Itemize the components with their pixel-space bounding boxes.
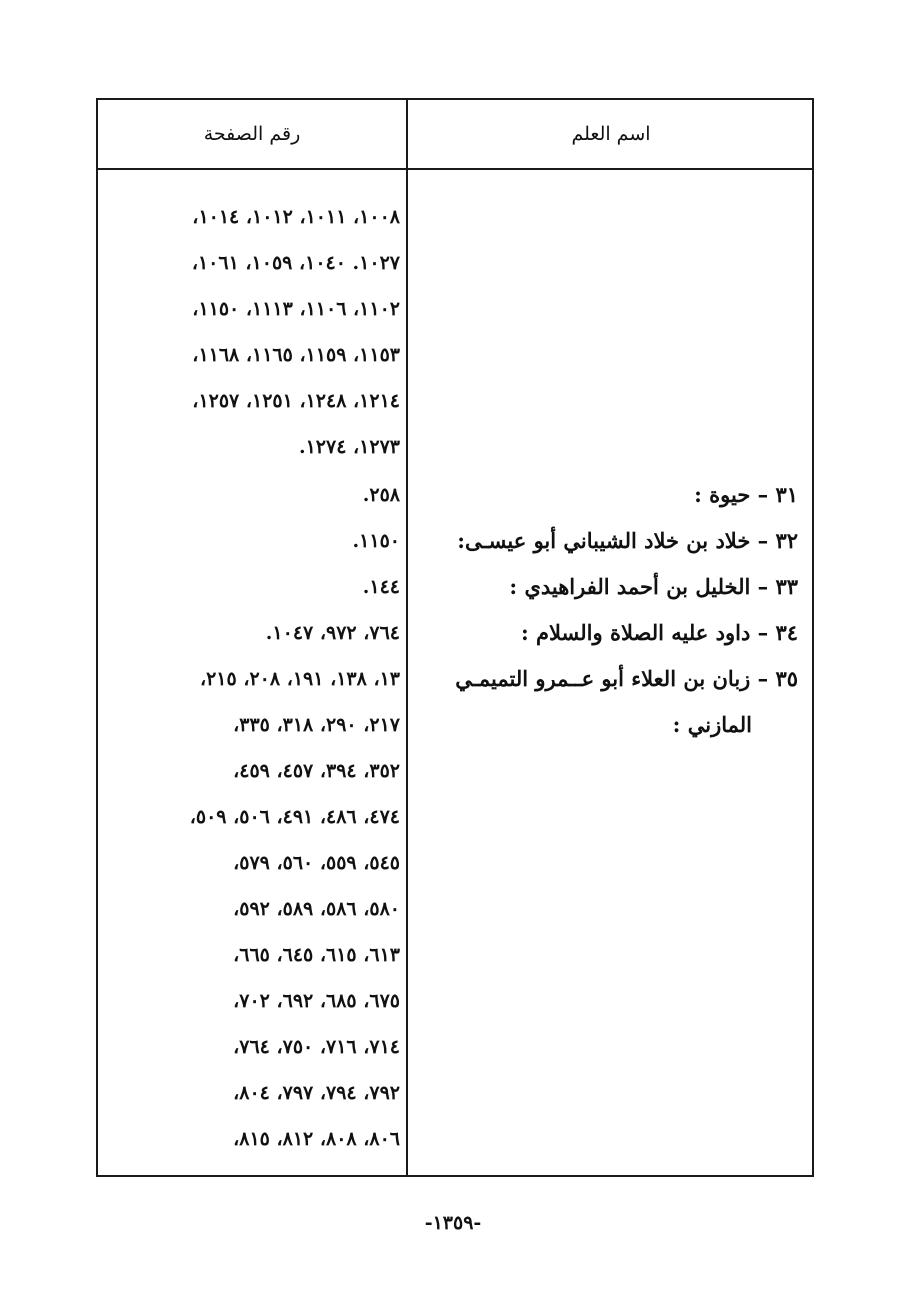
page-line: ١٢٧٣، ١٢٧٤. <box>298 436 400 458</box>
page-line: ١٠٢٧. ١٠٤٠، ١٠٥٩، ١٠٦١، <box>191 252 400 274</box>
page-line: ١٣، ١٣٨، ١٩١، ٢٠٨، ٢١٥، <box>199 668 400 690</box>
page-line: ١١٠٢، ١١٠٦، ١١١٣، ١١٥٠، <box>192 298 400 320</box>
page-line: ٤٧٤، ٤٨٦، ٤٩١، ٥٠٦، ٥٠٩، <box>189 806 400 828</box>
page-line: ١١٥٣، ١١٥٩، ١١٦٥، ١١٦٨، <box>192 344 400 366</box>
page-line: ٨٠٦، ٨٠٨، ٨١٢، ٨١٥، <box>233 1128 400 1150</box>
column-divider <box>406 100 408 1175</box>
entry-name-32: ٣٢ – خلاد بن خلاد الشيباني أبو عيسـى: <box>457 528 798 553</box>
page-line: ٧٦٤، ٩٧٢، ١٠٤٧. <box>265 622 400 644</box>
page-number: -١٣٥٩- <box>424 1212 482 1234</box>
page-line: ٢١٧، ٢٩٠، ٣١٨، ٣٣٥، <box>233 714 400 736</box>
page-line: ١٢١٤، ١٢٤٨، ١٢٥١، ١٢٥٧، <box>192 390 400 412</box>
table-header-row <box>98 100 812 170</box>
page-line: ٦١٣، ٦١٥، ٦٤٥، ٦٦٥، <box>233 944 400 966</box>
column-header-pages: رقم الصفحة <box>203 123 301 145</box>
page-line: ١٤٤. <box>362 576 400 598</box>
entry-name-35: ٣٥ – زبان بن العلاء أبو عــمرو التميمـي <box>455 666 798 691</box>
entry-name-31: ٣١ – حيوة : <box>694 482 798 507</box>
page-line: ٢٥٨. <box>362 484 400 506</box>
entry-name-33: ٣٣ – الخليل بن أحمد الفراهيدي : <box>509 574 798 599</box>
page-line: ١٠٠٨، ١٠١١، ١٠١٢، ١٠١٤، <box>192 206 400 228</box>
page-line: ٣٥٢، ٣٩٤، ٤٥٧، ٤٥٩، <box>233 760 400 782</box>
column-header-name: اسم العلم <box>571 123 651 145</box>
index-table <box>96 98 814 1177</box>
page-line: ٥٤٥، ٥٥٩، ٥٦٠، ٥٧٩، <box>233 852 400 874</box>
page-line: ٦٧٥، ٦٨٥، ٦٩٢، ٧٠٢، <box>233 990 400 1012</box>
entry-name-34: ٣٤ – داود عليه الصلاة والسلام : <box>520 620 798 645</box>
page-line: ٥٨٠، ٥٨٦، ٥٨٩، ٥٩٢، <box>233 898 400 920</box>
page-line: ٧٩٢، ٧٩٤، ٧٩٧، ٨٠٤، <box>233 1082 400 1104</box>
page-line: ٧١٤، ٧١٦، ٧٥٠، ٧٦٤، <box>233 1036 400 1058</box>
page-line: ١١٥٠. <box>352 530 400 552</box>
entry-name-35-continued: المازني : <box>672 712 752 737</box>
